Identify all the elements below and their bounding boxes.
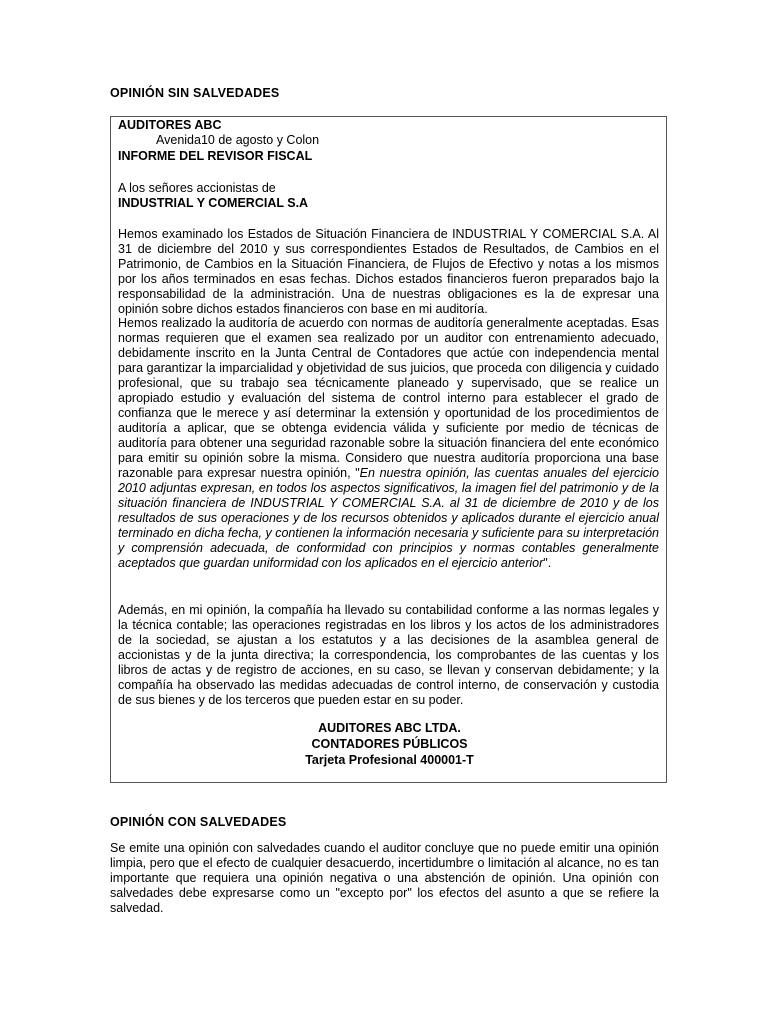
- heading-opinion-sin-salvedades: OPINIÓN SIN SALVEDADES: [110, 86, 280, 100]
- signature-role: CONTADORES PÚBLICOS: [311, 737, 468, 751]
- con-salvedades-paragraph: Se emite una opinión con salvedades cuando el auditor concluye que no puede emitir una opinión limpia, pero que el efecto de cualquier desacuerdo, incertidumbre o limitación al alcance, no es tan importante que requiera una opinión negativa o una abstención de opinión. Una opinión con salvedades debe expresarse como un "excepto por" los efectos del asunto a que se refiere la salvedad.: [110, 841, 659, 915]
- heading-opinion-con-salvedades: OPINIÓN CON SALVEDADES: [110, 815, 287, 829]
- report-paragraph-3: Además, en mi opinión, la compañía ha llevado su contabilidad conforme a las normas legales y la técnica contable; las operaciones registradas en los libros y los actos de los administradores de la sociedad, se ajustan a los estatutos y a las decisiones de la asamblea general de accionistas y de la junta directiva; la correspondencia, los comprobantes de las cuentas y los libros de actas y de registro de acciones, en su caso, se llevan y conservan debidamente; y la compañía ha observado las medidas adecuadas de control interno, de conservación y custodia de sus bienes y de los terceros que pueden estar en su poder.: [118, 603, 659, 707]
- report-opinion-quote: En nuestra opinión, las cuentas anuales del ejercicio 2010 adjuntas expresan, en todos los aspectos significativos, la imagen fiel del patrimonio y de la situación financiera de INDUSTRIAL Y COMERCIAL S.A. al 31 de diciembre de 2010 y de los resultados de sus operaciones y de los recursos obtenidos y aplicados durante el ejercicio anual terminado en dicha fecha, y contienen la información necesaria y suficiente para su interpretación y comprensión adecuada, de conformidad con principios y normas contables generalmente aceptados que guardan uniformidad con los aplicados en el ejercicio anterior: [118, 466, 659, 570]
- report-firm-name: AUDITORES ABC: [118, 118, 222, 132]
- report-addressee: A los señores accionistas de: [118, 181, 276, 195]
- signature-firm: AUDITORES ABC LTDA.: [318, 721, 461, 735]
- report-paragraph-1: Hemos examinado los Estados de Situación Financiera de INDUSTRIAL Y COMERCIAL S.A. Al 31 de diciembre del 2010 y sus correspondientes Estados de Resultados, de Cambios en el Patrimonio, de Cambios en la Situación Financiera, de Flujos de Efectivo y notas a los mismos por los años terminados en esas fechas. Dichos estados financieros fueron preparados bajo la responsabilidad de la administración. Una de nuestras obligaciones es la de expresar una opinión sobre dichos estados financieros con base en mi auditoría.: [118, 227, 659, 316]
- report-address: Avenida10 de agosto y Colon: [156, 133, 320, 147]
- report-paragraph-2-end: ".: [543, 556, 552, 570]
- report-paragraph-2-text: Hemos realizado la auditoría de acuerdo con normas de auditoría generalmente aceptadas. Esas normas requieren que el examen sea realizado por un auditor con entrenamiento adecuado, debidamente inscrito en la Junta Central de Contadores que actúe con independencia mental para garantizar la imparcialidad y objetividad de sus juicios, que proceda con diligencia y cuidado profesional, que su trabajo sea técnicamente planeado y supervisado, que se realice un apropiado estudio y evaluación del sistema de control interno para establecer el grado de confianza que le merece y así determinar la extensión y oportunidad de los procedimientos de auditoría a aplicar, que se obtenga evidencia válida y suficiente por medio de técnicas de auditoría para obtener una seguridad razonable sobre la situación financiera del ente económico para emitir su opinión sobre la misma. Considero que nuestra auditoría proporciona una base razonable para expresar nuestra opinión, ": [118, 316, 659, 480]
- auditor-report-box: [110, 116, 667, 783]
- report-company: INDUSTRIAL Y COMERCIAL S.A: [118, 196, 309, 210]
- report-paragraph-2: [118, 316, 659, 571]
- report-title: INFORME DEL REVISOR FISCAL: [118, 149, 313, 163]
- signature-card: Tarjeta Profesional 400001-T: [305, 753, 474, 767]
